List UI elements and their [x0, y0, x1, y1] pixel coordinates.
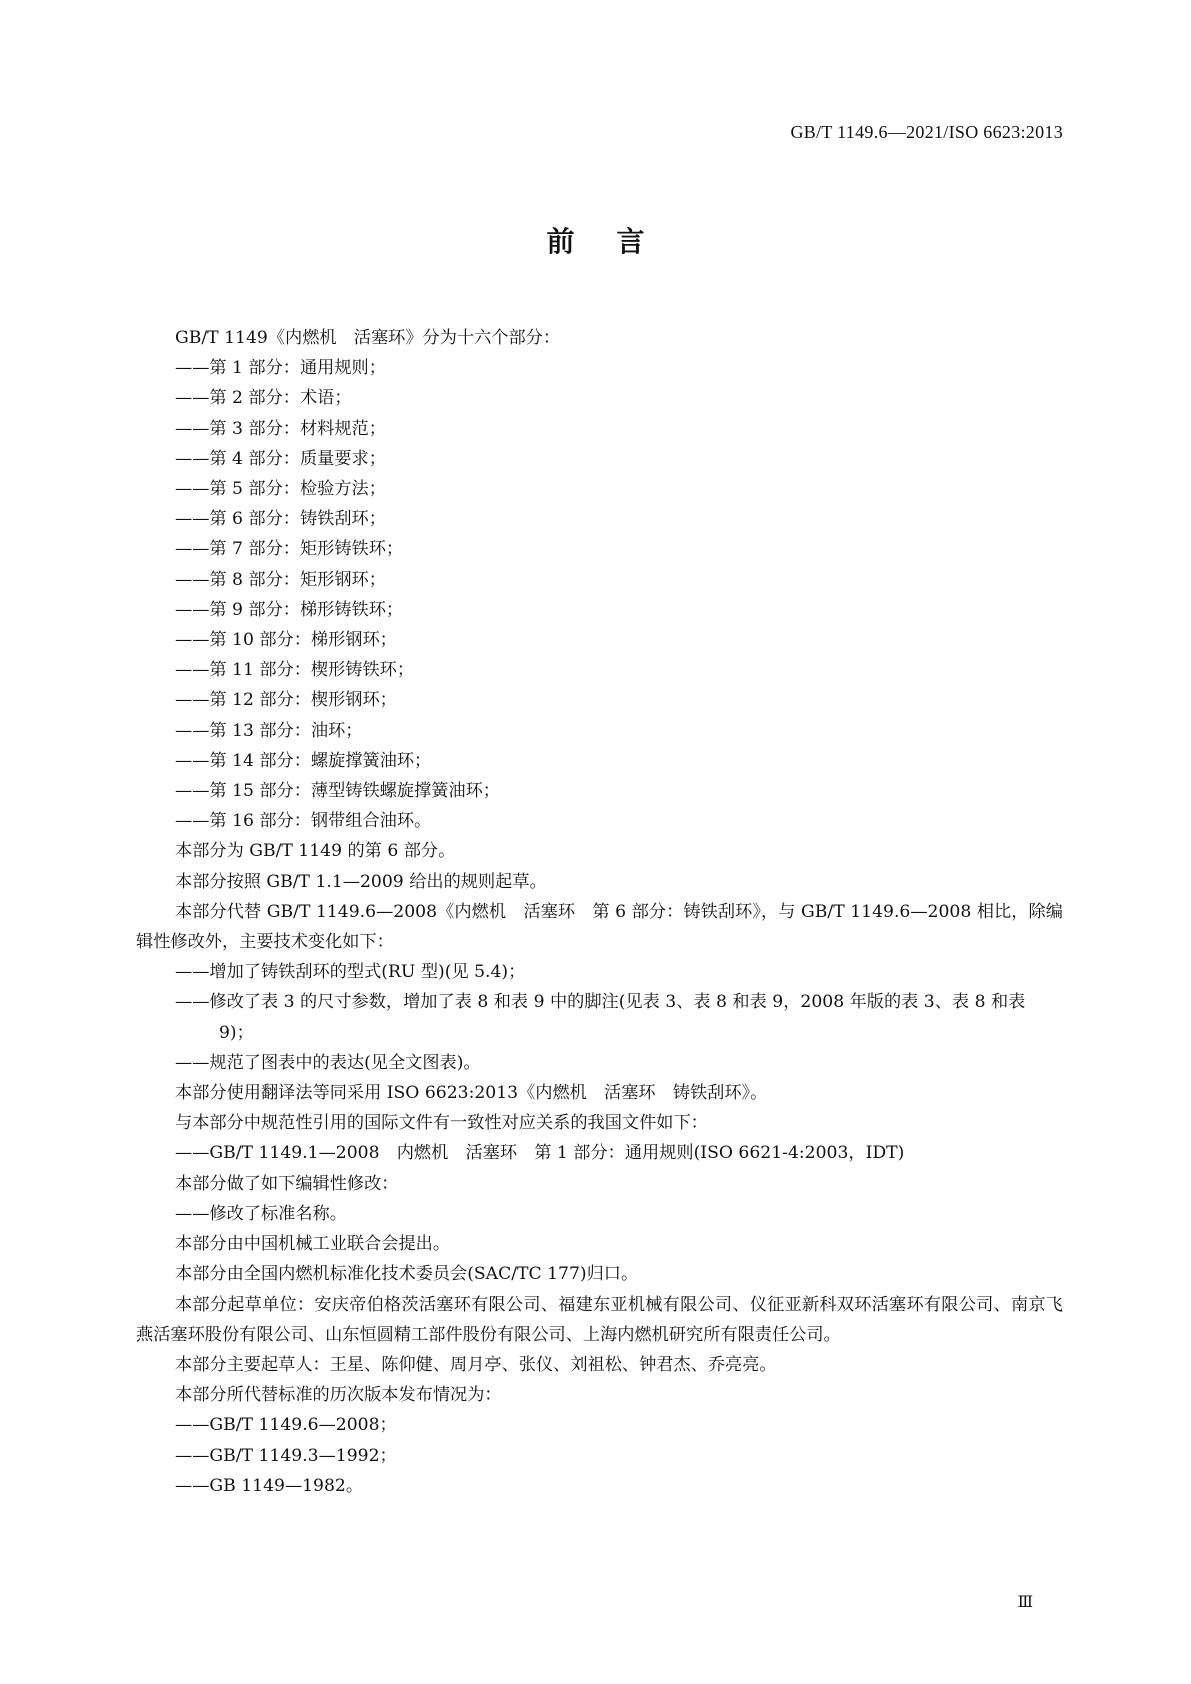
list-item: ——第 10 部分：梯形钢环；	[175, 630, 397, 651]
page-number: Ⅲ	[1017, 1594, 1033, 1611]
list-item: ——第 5 部分：检验方法；	[175, 479, 386, 500]
drafting-rules-paragraph: 本部分按照 GB/T 1.1—2009 给出的规则起草。	[175, 871, 547, 892]
translation-paragraph: 本部分使用翻译法等同采用 ISO 6623:2013《内燃机 活塞环 铸铁刮环》。	[175, 1083, 768, 1104]
list-item: ——第 11 部分：楔形铸铁环；	[175, 660, 415, 681]
list-item: ——GB/T 1149.6—2008；	[175, 1415, 397, 1436]
proposed-paragraph: 本部分由中国机械工业联合会提出。	[175, 1234, 451, 1255]
standard-number-header: GB/T 1149.6—2021/ISO 6623:2013	[790, 122, 1063, 142]
list-item: ——第 15 部分：薄型铸铁螺旋撑簧油环；	[175, 781, 500, 802]
list-item: ——第 2 部分：术语；	[175, 388, 352, 409]
list-item: ——第 4 部分：质量要求；	[175, 448, 386, 469]
list-item: ——第 13 部分：油环；	[175, 720, 363, 741]
intro-paragraph: GB/T 1149《内燃机 活塞环》分为十六个部分：	[175, 328, 561, 348]
list-item: ——增加了铸铁刮环的型式(RU 型)(见 5.4)；	[175, 962, 526, 983]
list-item: ——GB/T 1149.3—1992；	[175, 1445, 397, 1466]
list-item: ——GB 1149—1982。	[175, 1475, 364, 1496]
history-list	[136, 1410, 1063, 1501]
part-of-paragraph: 本部分为 GB/T 1149 的第 6 部分。	[175, 841, 456, 862]
list-item: ——GB/T 1149.1—2008 内燃机 活塞环 第 1 部分：通用规则(ISO 6621-4:2003，IDT)	[175, 1143, 905, 1164]
page-title: 前言	[546, 225, 687, 258]
foreword-body	[136, 323, 1063, 1501]
list-item: ——第 12 部分：楔形钢环；	[175, 690, 397, 711]
list-item: ——第 14 部分：螺旋撑簧油环；	[175, 750, 432, 771]
list-item: ——第 1 部分：通用规则；	[175, 358, 386, 379]
centralized-paragraph: 本部分由全国内燃机标准化技术委员会(SAC/TC 177)归口。	[175, 1264, 639, 1285]
list-item: ——第 9 部分：梯形铸铁环；	[175, 599, 404, 620]
list-item: ——第 16 部分：钢带组合油环。	[175, 811, 432, 832]
list-item: ——第 7 部分：矩形铸铁环；	[175, 539, 404, 560]
list-item: ——修改了标准名称。	[175, 1203, 347, 1224]
drafting-units-paragraph: 本部分起草单位：安庆帝伯格茨活塞环有限公司、福建东亚机械有限公司、仪征亚新科双环活塞环有限公司、南京飞燕活塞环股份有限公司、山东恒圆精工部件股份有限公司、上海内燃机研究所有限责任公司。	[136, 1294, 1063, 1345]
drafters-paragraph: 本部分主要起草人：王星、陈仰健、周月亭、张仪、刘祖松、钟君杰、乔亮亮。	[175, 1354, 777, 1375]
list-item: ——第 6 部分：铸铁刮环；	[175, 509, 386, 530]
list-item: ——第 8 部分：矩形钢环；	[175, 569, 386, 590]
correspondence-paragraph: 与本部分中规范性引用的国际文件有一致性对应关系的我国文件如下：	[175, 1113, 708, 1134]
list-item: ——第 3 部分：材料规范；	[175, 418, 386, 439]
list-item: ——修改了表 3 的尺寸参数，增加了表 8 和表 9 中的脚注(见表 3、表 8 和表 9，2008 年版的表 3、表 8 和表 9)；	[175, 992, 1026, 1043]
replaces-paragraph: 本部分代替 GB/T 1149.6—2008《内燃机 活塞环 第 6 部分：铸铁刮环》，与 GB/T 1149.6—2008 相比，除编辑性修改外，主要技术变化如下：	[136, 901, 1063, 953]
list-item: ——规范了图表中的表达(见全文图表)。	[175, 1052, 481, 1073]
editorial-paragraph: 本部分做了如下编辑性修改：	[175, 1173, 399, 1194]
history-paragraph: 本部分所代替标准的历次版本发布情况为：	[175, 1385, 502, 1406]
changes-list	[136, 957, 1063, 1078]
parts-list	[136, 353, 1063, 836]
